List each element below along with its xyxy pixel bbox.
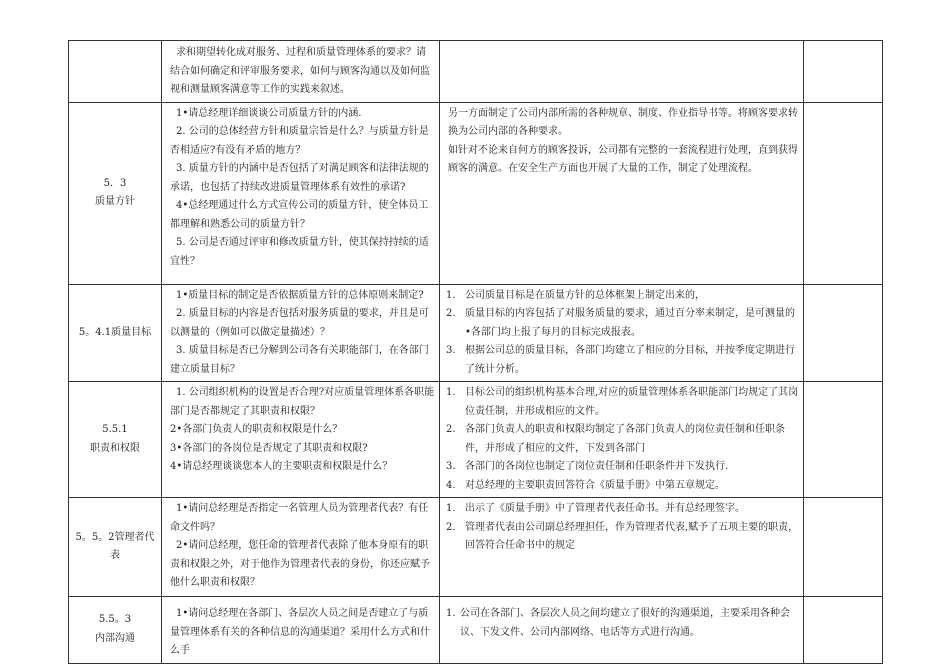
answer-text: 如针对不论来自何方的顾客投诉，公司都有完整的一套流程进行处理，直到获得顾客的满意。在安全生产方面也开展了大量的工作，制定了处理流程。 <box>448 144 798 174</box>
answer-item <box>444 287 799 306</box>
clause-title-cont: 表 <box>110 550 120 561</box>
question-text: 求和期望转化成对服务、过程和质量管理体系的要求？请结合如何确定和评审服务要求，如何与顾客沟通以及如何监视和测量顾客满意等工作的实践来叙述。 <box>170 47 430 95</box>
answer-text: 质量目标的内容包括了对服务质量的要求，通过百分率来制定，是可测量的•各部门均上报了每月的目标完成报表。 <box>465 308 795 338</box>
clause-title: 内部沟通 <box>95 632 135 644</box>
remark-cell <box>804 498 883 597</box>
answer-number: 1. <box>446 503 456 514</box>
clause-cell <box>69 41 162 103</box>
clause-number: 5.5.1 <box>102 424 128 435</box>
clause-title: 质量方针 <box>95 196 135 207</box>
answer-item <box>444 477 799 496</box>
answer-item <box>444 384 799 421</box>
question-text: 1•请问总经理是否指定一名管理人员为管理者代表？有任命文件吗？ <box>170 503 429 533</box>
question-text: 3. 质量目标是否已分解到公司各有关职能部门，在各部门建立质量目标？ <box>170 345 429 375</box>
answer-text: 根据公司总的质量目标，各部门均建立了相应的分目标，并按季度定期进行了统计分析。 <box>465 345 795 375</box>
answer-text: 公司在各部门、各层次人员之间均建立了很好的沟通渠道，主要采用各种会议、下发文件、公司内部网络、电话等方式进行沟通。 <box>460 608 790 638</box>
question-cell <box>162 498 440 597</box>
question-text: 1. 公司组织机构的设置是否合理?对应质量管理体系各职能部门是否都规定了其职责和权限？ <box>170 387 435 417</box>
clause-cell <box>69 284 162 382</box>
question-cell <box>162 102 440 284</box>
answer-number: 2. <box>446 308 456 319</box>
answer-item <box>444 305 799 342</box>
question-cell <box>162 41 440 103</box>
answer-text: 公司质量目标是在质量方针的总体框架上制定出来的， <box>465 289 705 301</box>
answer-number: 1. <box>446 289 456 301</box>
clause-number: 5.5。3 <box>98 614 132 626</box>
answer-item <box>444 519 799 556</box>
question-text: 3. 质量方针的内涵中是否包括了对满足顾客和法律法规的承诺，也包括了持续改进质量管理体系有效性的承诺? <box>170 163 429 193</box>
question-text: 2•各部门负责人的职责和权限是什么？ <box>170 424 343 435</box>
answer-number: 1. <box>446 387 456 398</box>
answer-number: 3. <box>446 461 456 472</box>
remark-cell <box>804 41 883 103</box>
answer-number: 2. <box>446 424 456 435</box>
answer-cell <box>440 498 804 597</box>
table-row <box>69 597 883 664</box>
answer-item <box>444 458 799 477</box>
answer-cell <box>440 284 804 382</box>
question-text: 2. 质量目标的内容是否包括对服务质量的要求，并且是可以测量的（例如可以做定量描述）？ <box>170 308 429 338</box>
answer-text: 管理者代表由公司副总经理担任，作为管理者代表,赋予了五项主要的职责，回答符合任命书中的规定 <box>465 521 799 551</box>
answer-cell <box>440 382 804 498</box>
question-cell <box>162 382 440 498</box>
answer-text: 另一方面制定了公司内部所需的各种规章、制度、作业指导书等。将顾客要求转换为公司内部的各种要求。 <box>448 107 798 137</box>
question-text: 4•请总经理谈谈您本人的主要职责和权限是什么？ <box>170 461 393 472</box>
question-text: 2•请问总经理，您任命的管理者代表除了他本身原有的职责和权限之外，对于他作为管理者代表的身份，你还应赋予他什么职责和权限？ <box>170 540 430 588</box>
answer-number: 1. <box>446 608 456 619</box>
answer-text: 各部门的各岗位也制定了岗位责任制和任职条件并下发执行. <box>465 461 729 472</box>
answer-cell <box>440 597 804 664</box>
answer-item <box>444 421 799 458</box>
answer-text: 目标公司的组织机构基本合理,对应的质量管理体系各职能部门均规定了其岗位责任制，并形成相应的文件。 <box>465 387 799 417</box>
answer-cell <box>440 41 804 103</box>
question-text: 1•请总经理详细谈谈公司质量方针的内涵. <box>176 107 362 119</box>
remark-cell <box>804 382 883 498</box>
table-row <box>69 498 883 597</box>
remark-cell <box>804 284 883 382</box>
question-text: 1•请问总经理在各部门、各层次人员之间是否建立了与质量管理体系有关的各种信息的沟通渠道？采用什么方式和什么手 <box>170 608 430 656</box>
question-cell <box>162 284 440 382</box>
clause-cell <box>69 498 162 597</box>
answer-number: 3. <box>446 345 456 356</box>
question-text: 4•总经理通过什么方式宣传公司的质量方针，使全体员工都理解和熟悉公司的质量方针？ <box>170 200 429 230</box>
question-text: 5. 公司是否通过评审和修改质量方针，使其保持持续的适宜性？ <box>170 237 429 267</box>
question-text: 1•质量目标的制定是否依据质量方针的总体原则来制定? <box>176 289 424 301</box>
clause-cell <box>69 597 162 664</box>
answer-cell <box>440 102 804 284</box>
clause-cell <box>69 382 162 498</box>
clause-cell <box>69 102 162 284</box>
answer-item <box>444 500 799 519</box>
question-cell <box>162 597 440 664</box>
table-row <box>69 284 883 382</box>
remark-cell <box>804 597 883 664</box>
answer-text: 对总经理的主要职责回答符合《质量手册》中第五章规定。 <box>465 479 725 491</box>
question-text: 2. 公司的总体经营方针和质量宗旨是什么？与质量方针是否相适应?有没有矛盾的地方？ <box>170 126 429 156</box>
answer-text: 各部门负责人的职责和权限均制定了各部门负责人的岗位责任制和任职条件，并形成了相应的文件，下发到各部门 <box>465 424 785 454</box>
question-text: 3•各部门的各岗位是否规定了其职责和权限? <box>170 442 368 454</box>
remark-cell <box>804 102 883 284</box>
audit-checklist-table <box>68 40 883 664</box>
answer-number: 2. <box>446 521 456 533</box>
answer-number: 4. <box>446 479 456 491</box>
answer-item <box>444 605 799 642</box>
clause-title: 5。5。2管理者代 <box>75 531 155 543</box>
answer-item <box>444 342 799 379</box>
table-row <box>69 41 883 103</box>
table-row <box>69 102 883 284</box>
clause-title: 职责和权限 <box>90 442 140 454</box>
table-row <box>69 382 883 498</box>
clause-number: 5．3 <box>103 177 127 189</box>
clause-title: 5。4.1质量目标 <box>78 326 152 338</box>
answer-text: 出示了《质量手册》中了管理者代表任命书。并有总经理签字。 <box>465 503 745 514</box>
